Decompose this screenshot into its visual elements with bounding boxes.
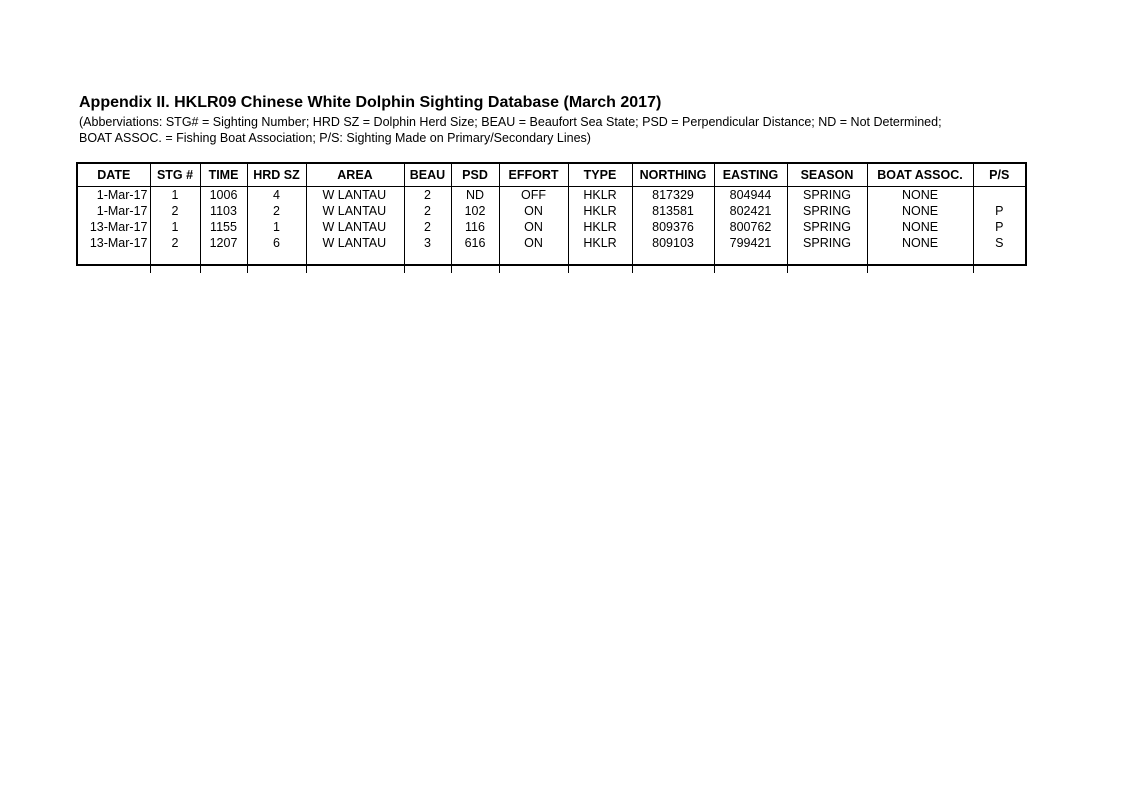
cell-type: HKLR	[568, 203, 632, 219]
cell-stg: 1	[150, 219, 200, 235]
header-type: TYPE	[568, 164, 632, 187]
table-header-row	[78, 164, 1025, 187]
header-season: SEASON	[787, 164, 867, 187]
cell-hrd-sz: 2	[247, 203, 306, 219]
cell-northing: 809103	[632, 235, 714, 251]
cell-stg: 2	[150, 235, 200, 251]
cell-area: W LANTAU	[306, 187, 404, 204]
table-row	[78, 235, 1025, 251]
cell-boat-assoc: NONE	[867, 235, 973, 251]
sighting-table	[78, 164, 1025, 273]
cell-season: SPRING	[787, 219, 867, 235]
cell-ps: P	[973, 203, 1025, 219]
cell-ps	[973, 187, 1025, 204]
cell-easting: 800762	[714, 219, 787, 235]
cell-northing: 813581	[632, 203, 714, 219]
table-row	[78, 203, 1025, 219]
header-time: TIME	[200, 164, 247, 187]
cell-beau: 2	[404, 187, 451, 204]
cell-beau: 2	[404, 203, 451, 219]
cell-season: SPRING	[787, 235, 867, 251]
cell-type: HKLR	[568, 219, 632, 235]
table-row	[78, 219, 1025, 235]
cell-effort: ON	[499, 219, 568, 235]
cell-psd: 102	[451, 203, 499, 219]
header-date: DATE	[78, 164, 150, 187]
header-beau: BEAU	[404, 164, 451, 187]
cell-easting: 799421	[714, 235, 787, 251]
header-effort: EFFORT	[499, 164, 568, 187]
cell-effort: OFF	[499, 187, 568, 204]
document-title: Appendix II. HKLR09 Chinese White Dolphin Sighting Database (March 2017)	[79, 94, 662, 111]
cell-psd: ND	[451, 187, 499, 204]
cell-hrd-sz: 4	[247, 187, 306, 204]
header-hrd-sz: HRD SZ	[247, 164, 306, 187]
cell-date: 13-Mar-17	[89, 219, 148, 234]
table-blank-row	[78, 251, 1025, 273]
cell-area: W LANTAU	[306, 235, 404, 251]
cell-beau: 2	[404, 219, 451, 235]
cell-stg: 2	[150, 203, 200, 219]
cell-psd: 616	[451, 235, 499, 251]
header-boat-assoc: BOAT ASSOC.	[867, 164, 973, 187]
sighting-table-frame	[76, 162, 1027, 266]
header-psd: PSD	[451, 164, 499, 187]
cell-boat-assoc: NONE	[867, 219, 973, 235]
cell-date: 1-Mar-17	[96, 203, 148, 218]
cell-stg: 1	[150, 187, 200, 204]
abbreviations-line-2: BOAT ASSOC. = Fishing Boat Association; P/S: Sighting Made on Primary/Secondary Lines)	[79, 131, 591, 145]
cell-time: 1006	[200, 187, 247, 204]
cell-easting: 802421	[714, 203, 787, 219]
cell-hrd-sz: 6	[247, 235, 306, 251]
cell-hrd-sz: 1	[247, 219, 306, 235]
header-easting: EASTING	[714, 164, 787, 187]
abbreviations-note	[79, 114, 942, 146]
cell-effort: ON	[499, 235, 568, 251]
abbreviations-line-1: (Abberviations: STG# = Sighting Number; HRD SZ = Dolphin Herd Size; BEAU = Beaufort Sea State; PSD = Perpendicular Distance; ND = Not Determined;	[79, 115, 942, 129]
cell-date: 13-Mar-17	[89, 235, 148, 250]
cell-type: HKLR	[568, 235, 632, 251]
header-ps: P/S	[973, 164, 1025, 187]
cell-area: W LANTAU	[306, 203, 404, 219]
header-area: AREA	[306, 164, 404, 187]
cell-northing: 809376	[632, 219, 714, 235]
cell-ps: P	[973, 219, 1025, 235]
header-northing: NORTHING	[632, 164, 714, 187]
cell-time: 1155	[200, 219, 247, 235]
cell-season: SPRING	[787, 203, 867, 219]
cell-psd: 116	[451, 219, 499, 235]
cell-easting: 804944	[714, 187, 787, 204]
cell-effort: ON	[499, 203, 568, 219]
cell-date: 1-Mar-17	[96, 187, 148, 202]
cell-season: SPRING	[787, 187, 867, 204]
table-row	[78, 187, 1025, 204]
cell-boat-assoc: NONE	[867, 187, 973, 204]
cell-northing: 817329	[632, 187, 714, 204]
cell-boat-assoc: NONE	[867, 203, 973, 219]
cell-beau: 3	[404, 235, 451, 251]
cell-time: 1103	[200, 203, 247, 219]
cell-type: HKLR	[568, 187, 632, 204]
header-stg: STG #	[150, 164, 200, 187]
cell-area: W LANTAU	[306, 219, 404, 235]
cell-ps: S	[973, 235, 1025, 251]
cell-time: 1207	[200, 235, 247, 251]
